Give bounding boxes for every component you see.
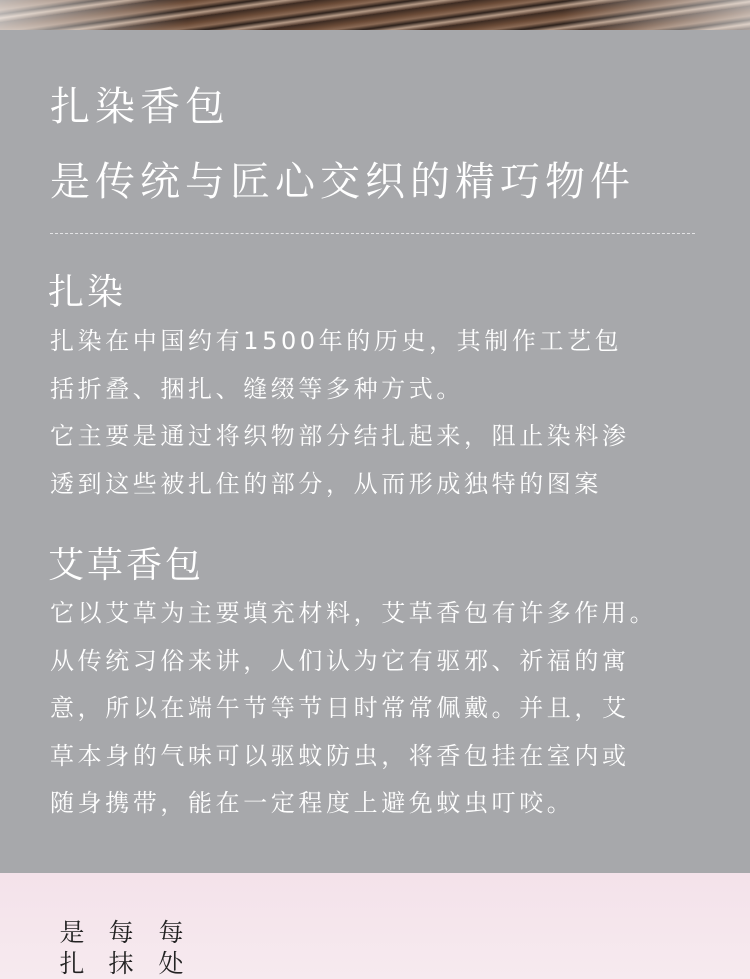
section-title-tie-dye: 扎染 xyxy=(48,272,127,313)
vertical-char: 每 xyxy=(108,918,134,947)
vertical-char: 扎 xyxy=(59,949,85,978)
headline-line-2: 是传统与匠心交织的精巧物件 xyxy=(50,159,635,205)
body-line: 括折叠、捆扎、缝缀等多种方式。 xyxy=(50,374,464,403)
body-line: 它主要是通过将织物部分结扎起来，阻止染料渗 xyxy=(50,422,630,450)
content-panel xyxy=(0,30,750,873)
section-title-mugwort-sachet: 艾草香包 xyxy=(48,545,205,586)
vertical-text-column-1 xyxy=(57,917,87,979)
body-line: 它以艾草为主要填充材料，艾草香包有许多作用。 xyxy=(50,599,658,627)
vertical-text-column-2 xyxy=(106,917,136,979)
top-photo-strip xyxy=(0,0,750,30)
vertical-text-column-3 xyxy=(156,917,186,979)
body-line: 扎染在中国约有1500年的历史，其制作工艺包 xyxy=(50,327,623,355)
body-line: 草本身的气味可以驱蚊防虫，将香包挂在室内或 xyxy=(50,741,630,770)
body-line: 随身携带，能在一定程度上避免蚊虫叮咬。 xyxy=(50,789,575,817)
body-line: 意，所以在端午节等节日时常常佩戴。并且，艾 xyxy=(50,694,630,722)
vertical-char: 抹 xyxy=(108,949,134,978)
section-body-tie-dye xyxy=(50,318,630,508)
vertical-char: 是 xyxy=(59,918,85,947)
body-line: 从传统习俗来讲，人们认为它有驱邪、祈福的寓 xyxy=(50,646,630,675)
section-body-mugwort-sachet xyxy=(50,590,657,828)
vertical-char: 处 xyxy=(158,949,184,978)
dashed-divider xyxy=(50,233,695,234)
body-line: 透到这些被扎住的部分，从而形成独特的图案 xyxy=(50,469,602,498)
vertical-char: 每 xyxy=(158,918,184,947)
headline-line-1: 扎染香包 xyxy=(50,84,230,130)
